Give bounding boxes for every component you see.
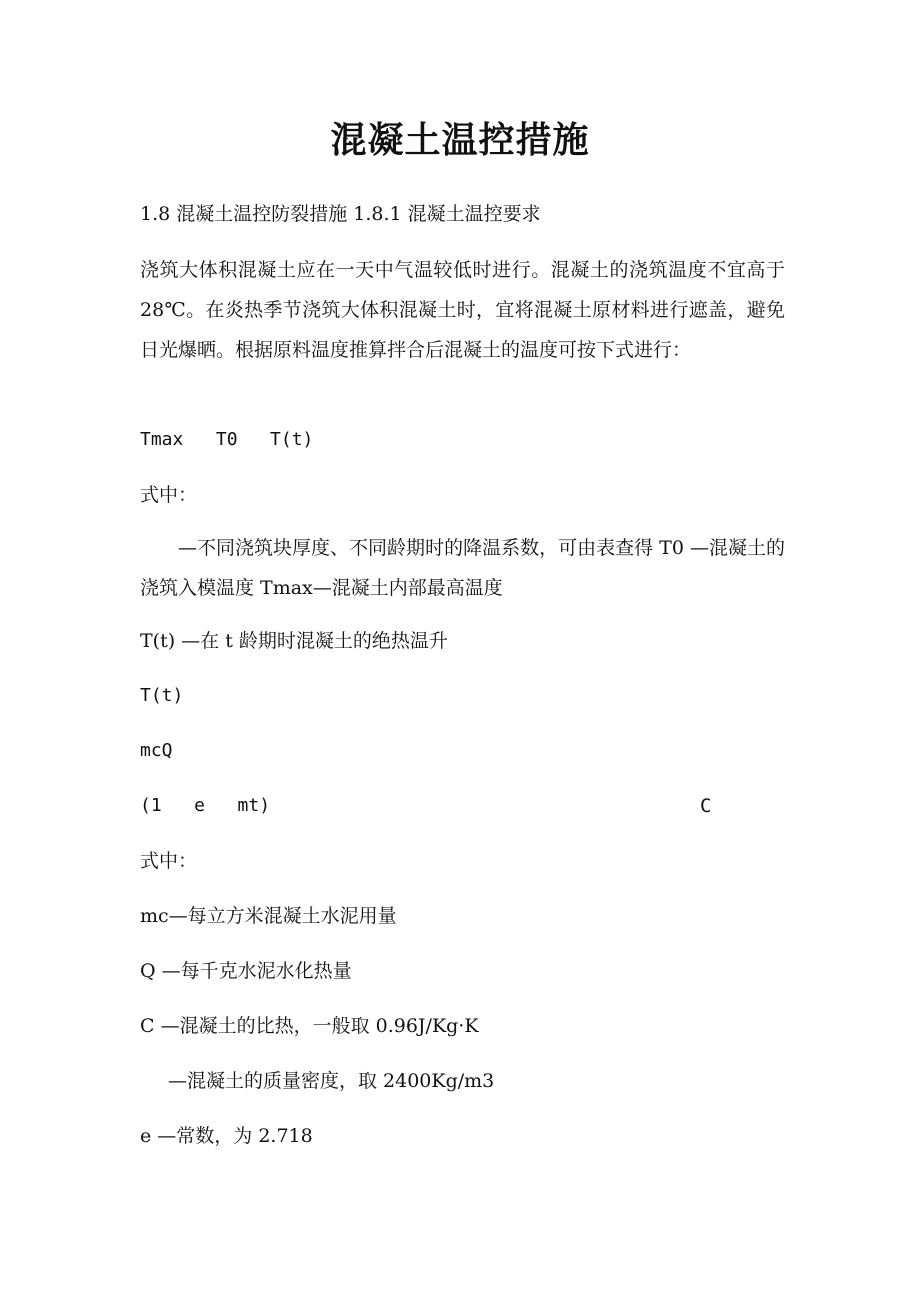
definition-q: Q —每千克水泥水化热量 <box>140 960 352 982</box>
formula-c: C <box>700 795 712 817</box>
definition-c: C —混凝土的比热，一般取 0.96J/Kg·K <box>140 1015 479 1037</box>
where-label: 式中： <box>140 850 198 872</box>
formula-tt: T(t) <box>140 685 184 706</box>
formula-tmax: Tmax T0 T(t) <box>140 429 314 450</box>
definition-paragraph: —不同浇筑块厚度、不同龄期时的降温系数，可由表查得 T0 —混凝土的浇筑入模温度 Tmax—混凝土内部最高温度 <box>140 537 785 599</box>
definition-tt: T(t) —在 t 龄期时混凝土的绝热温升 <box>140 630 448 652</box>
formula-exp: (1 e mt) <box>140 795 271 816</box>
intro-paragraph: 浇筑大体积混凝土应在一天中气温较低时进行。混凝土的浇筑温度不宜高于 28℃。在炎热季节浇筑大体积混凝土时，宜将混凝土原材料进行遮盖，避免日光爆晒。根据原料温度推算拌合后混凝土的温度可按下式进行： <box>140 259 785 361</box>
definition-density: —混凝土的质量密度，取 2400Kg/m3 <box>168 1070 495 1092</box>
definition-e: e —常数，为 2.718 <box>140 1125 313 1147</box>
where-label: 式中： <box>140 484 198 506</box>
formula-mcq: mcQ <box>140 740 173 761</box>
page-title: 混凝土温控措施 <box>330 119 590 161</box>
section-heading: 1.8 混凝土温控防裂措施 1.8.1 混凝土温控要求 <box>140 203 541 225</box>
definition-mc: mc—每立方米混凝土水泥用量 <box>140 905 397 927</box>
